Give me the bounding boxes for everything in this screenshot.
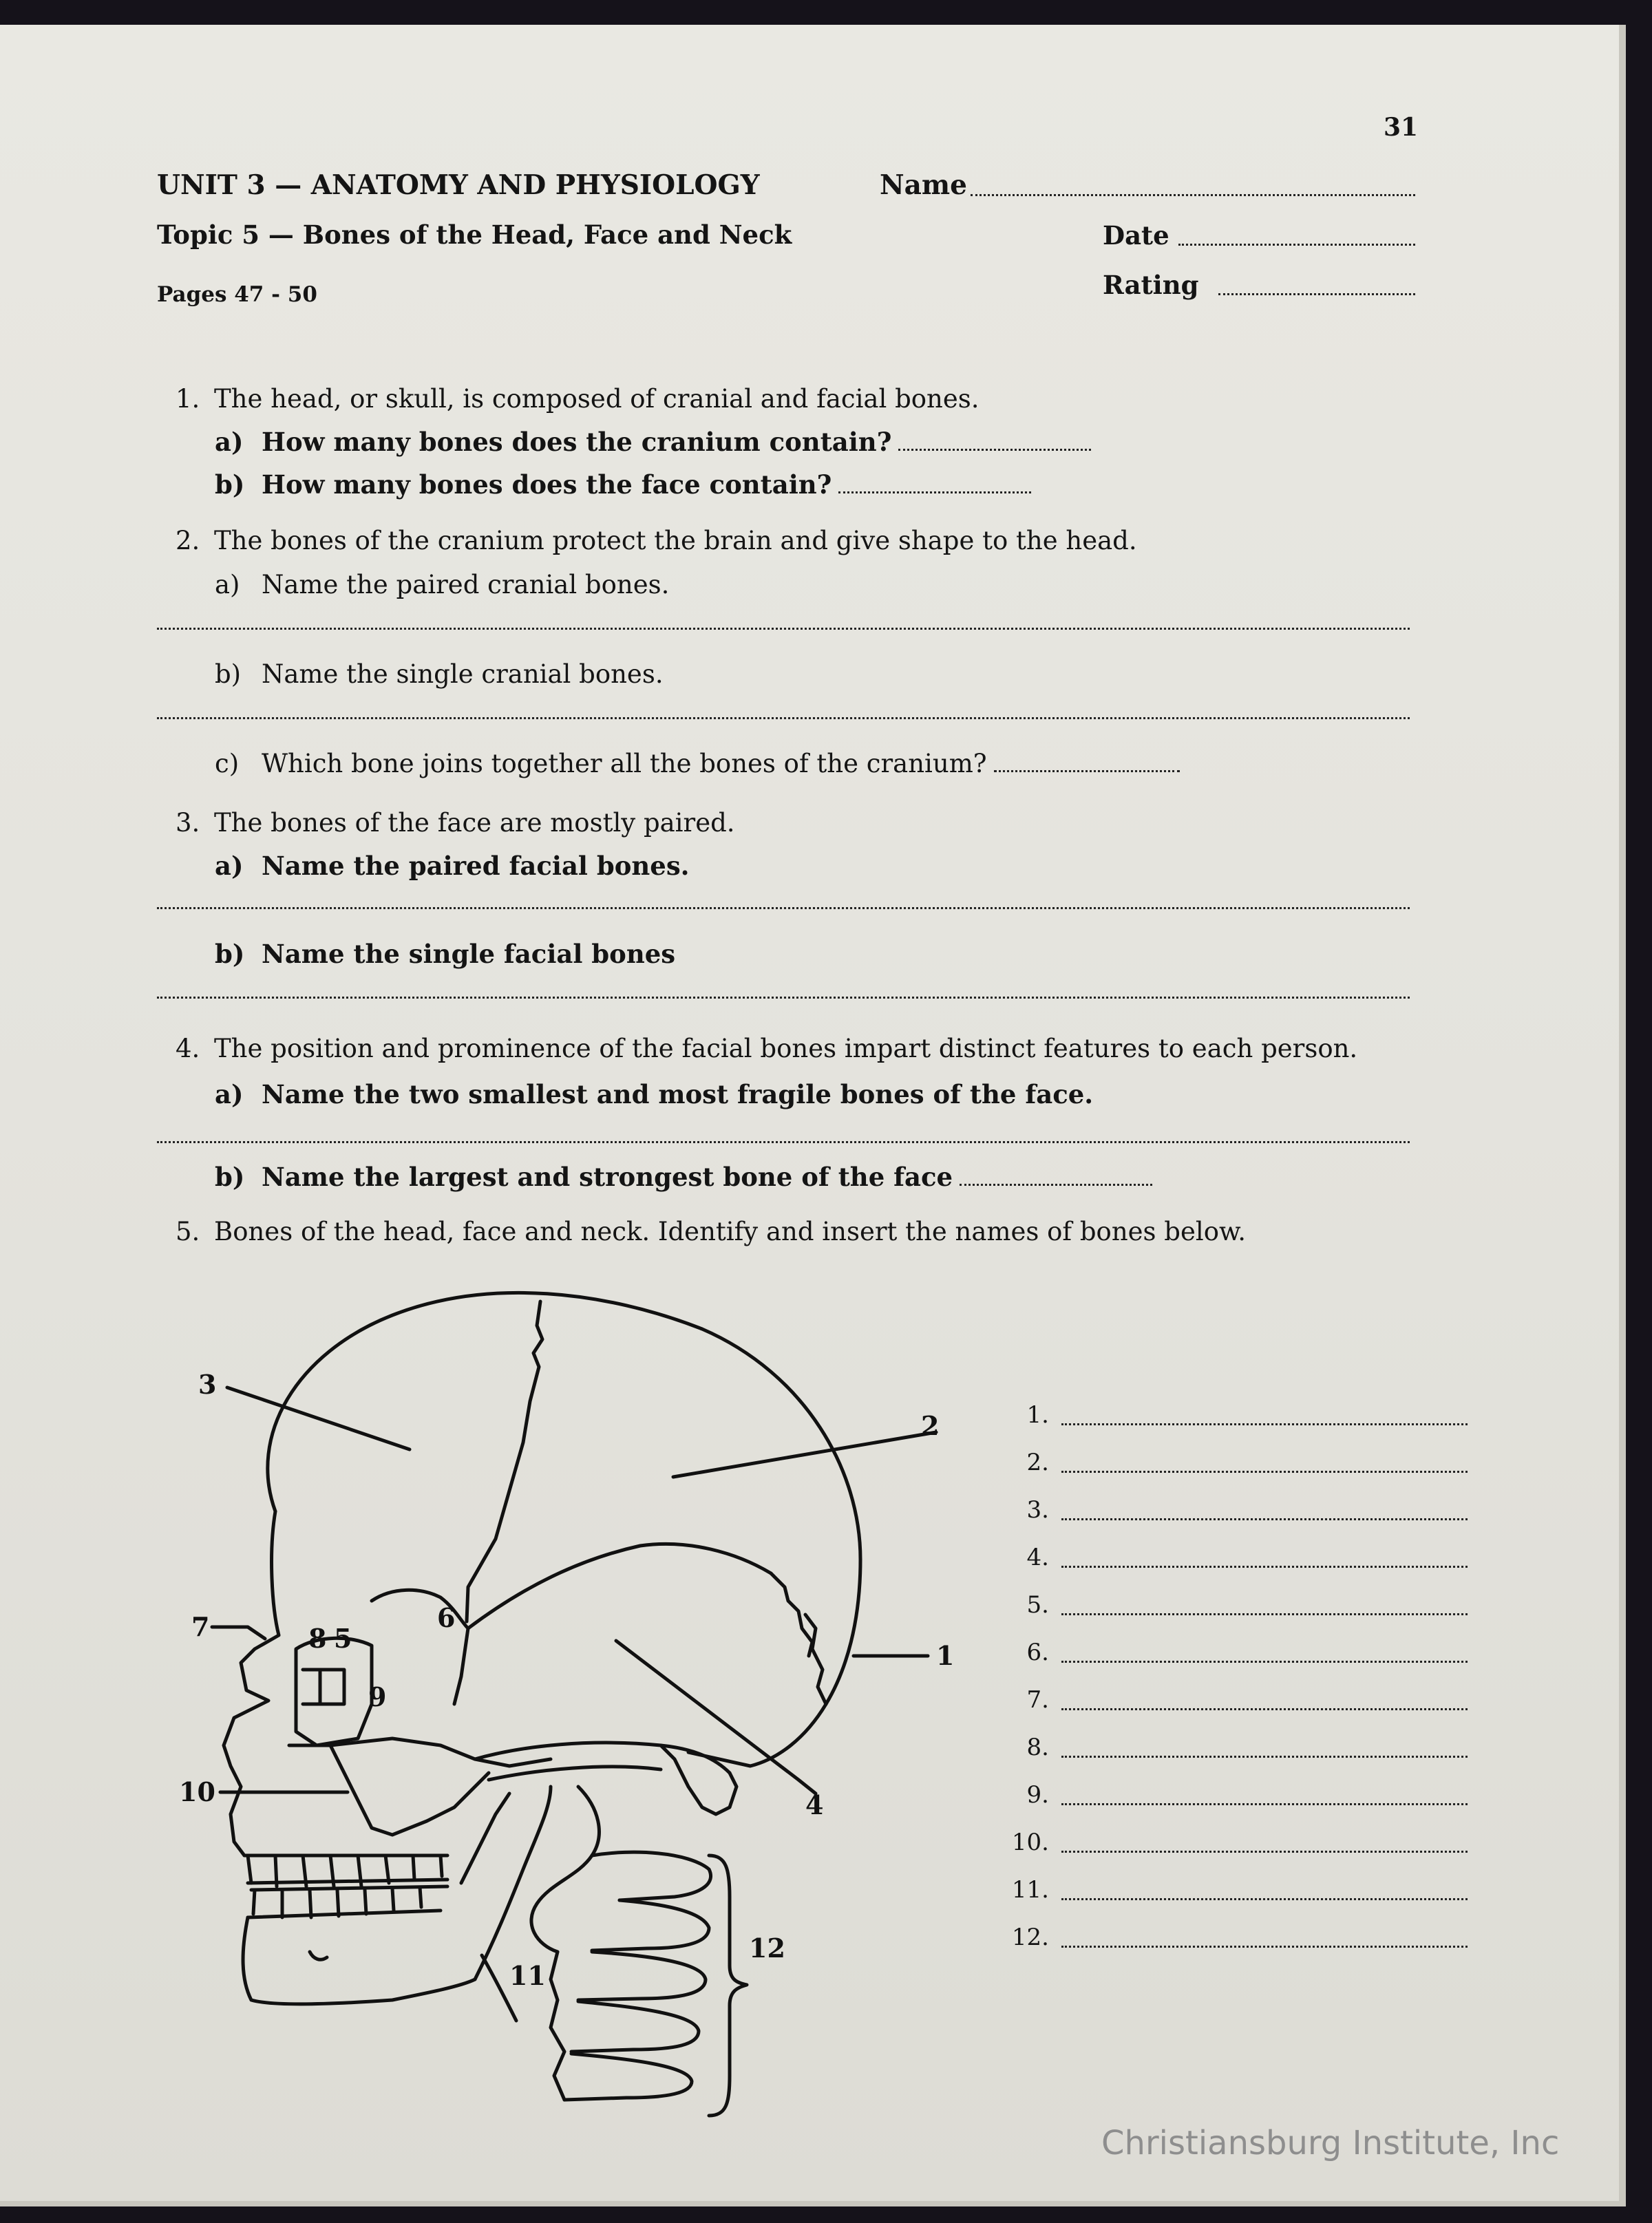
question-2: 2. The bones of the cranium protect the brain and give shape to the head. <box>176 526 1137 555</box>
answer-line[interactable] <box>1061 1423 1468 1425</box>
diagram-answer-list <box>1006 1401 1049 1971</box>
answer-blank-1a[interactable] <box>898 449 1091 451</box>
diagram-label-6: 6 <box>437 1602 456 1633</box>
diagram-label-2: 2 <box>921 1410 940 1441</box>
answer-row: 12. <box>1006 1924 1049 1971</box>
answer-blank-4b[interactable] <box>960 1184 1152 1186</box>
answer-line[interactable] <box>1061 1566 1468 1568</box>
name-label: Name <box>880 169 967 201</box>
name-field[interactable] <box>971 194 1415 196</box>
answer-line[interactable] <box>1061 1946 1468 1948</box>
question-2c: c) Which bone joins together all the bones of the cranium? <box>215 749 1180 778</box>
date-label: Date <box>1103 220 1169 251</box>
diagram-label-7: 7 <box>191 1611 210 1642</box>
answer-row: 10. <box>1006 1829 1049 1876</box>
question-4: 4. The position and prominence of the facial bones impart distinct features to each person. <box>176 1034 1358 1063</box>
diagram-label-9: 9 <box>368 1681 387 1712</box>
diagram-label-1: 1 <box>936 1640 955 1671</box>
answer-line-2b[interactable] <box>157 717 1410 719</box>
question-4b: b) Name the largest and strongest bone of the face <box>215 1162 1152 1192</box>
question-5: 5. Bones of the head, face and neck. Identify and insert the names of bones below. <box>176 1217 1247 1246</box>
answer-blank-1b[interactable] <box>838 491 1031 493</box>
question-3: 3. The bones of the face are mostly paired. <box>176 808 735 838</box>
answer-row: 9. <box>1006 1781 1049 1829</box>
archive-watermark: Christiansburg Institute, Inc <box>1101 2124 1560 2162</box>
answer-row: 11. <box>1006 1876 1049 1924</box>
answer-line[interactable] <box>1061 1518 1468 1520</box>
page-number: 31 <box>1384 113 1419 142</box>
answer-line-4a[interactable] <box>157 1141 1410 1143</box>
answer-line[interactable] <box>1061 1708 1468 1710</box>
answer-row: 6. <box>1006 1639 1049 1686</box>
rating-label: Rating <box>1103 270 1199 300</box>
answer-line[interactable] <box>1061 1756 1468 1758</box>
answer-row: 4. <box>1006 1544 1049 1591</box>
diagram-label-3: 3 <box>198 1369 217 1400</box>
question-number: 1. <box>176 384 200 414</box>
answer-row: 8. <box>1006 1734 1049 1781</box>
diagram-label-5: 5 <box>334 1623 352 1654</box>
question-1a: a) How many bones does the cranium contain? <box>215 427 1091 457</box>
question-text: The head, or skull, is composed of cranial and facial bones. <box>214 384 979 414</box>
answer-line[interactable] <box>1061 1471 1468 1473</box>
answer-line-3a[interactable] <box>157 907 1410 909</box>
question-1 <box>176 384 979 414</box>
answer-line[interactable] <box>1061 1661 1468 1663</box>
rating-field[interactable] <box>1218 293 1415 295</box>
question-3a: a) Name the paired facial bones. <box>215 851 690 881</box>
answer-line[interactable] <box>1061 1851 1468 1853</box>
question-4a: a) Name the two smallest and most fragile bones of the face. <box>215 1079 1094 1109</box>
answer-line-2a[interactable] <box>157 628 1410 630</box>
question-2a: a) Name the paired cranial bones. <box>215 570 670 599</box>
worksheet-page <box>0 25 1626 2206</box>
answer-line[interactable] <box>1061 1613 1468 1615</box>
question-2b: b) Name the single cranial bones. <box>215 659 664 689</box>
answer-line[interactable] <box>1061 1803 1468 1805</box>
answer-row: 3. <box>1006 1496 1049 1544</box>
skull-diagram <box>165 1264 1012 2124</box>
answer-line-3b[interactable] <box>157 997 1410 999</box>
question-3b: b) Name the single facial bones <box>215 939 676 969</box>
diagram-label-10: 10 <box>179 1776 215 1807</box>
diagram-label-4: 4 <box>805 1789 824 1820</box>
answer-row: 7. <box>1006 1686 1049 1734</box>
diagram-label-8: 8 <box>308 1623 327 1654</box>
diagram-label-12: 12 <box>749 1933 785 1964</box>
answer-row: 1. <box>1006 1401 1049 1449</box>
answer-row: 5. <box>1006 1591 1049 1639</box>
topic-title: Topic 5 — Bones of the Head, Face and Neck <box>157 220 792 250</box>
answer-row: 2. <box>1006 1449 1049 1496</box>
date-field[interactable] <box>1178 244 1415 246</box>
question-1b: b) How many bones does the face contain? <box>215 469 1031 500</box>
pages-reference: Pages 47 - 50 <box>157 282 317 307</box>
answer-line[interactable] <box>1061 1898 1468 1900</box>
diagram-label-11: 11 <box>509 1960 546 1991</box>
unit-title: UNIT 3 — ANATOMY AND PHYSIOLOGY <box>157 169 760 201</box>
answer-blank-2c[interactable] <box>994 770 1180 772</box>
